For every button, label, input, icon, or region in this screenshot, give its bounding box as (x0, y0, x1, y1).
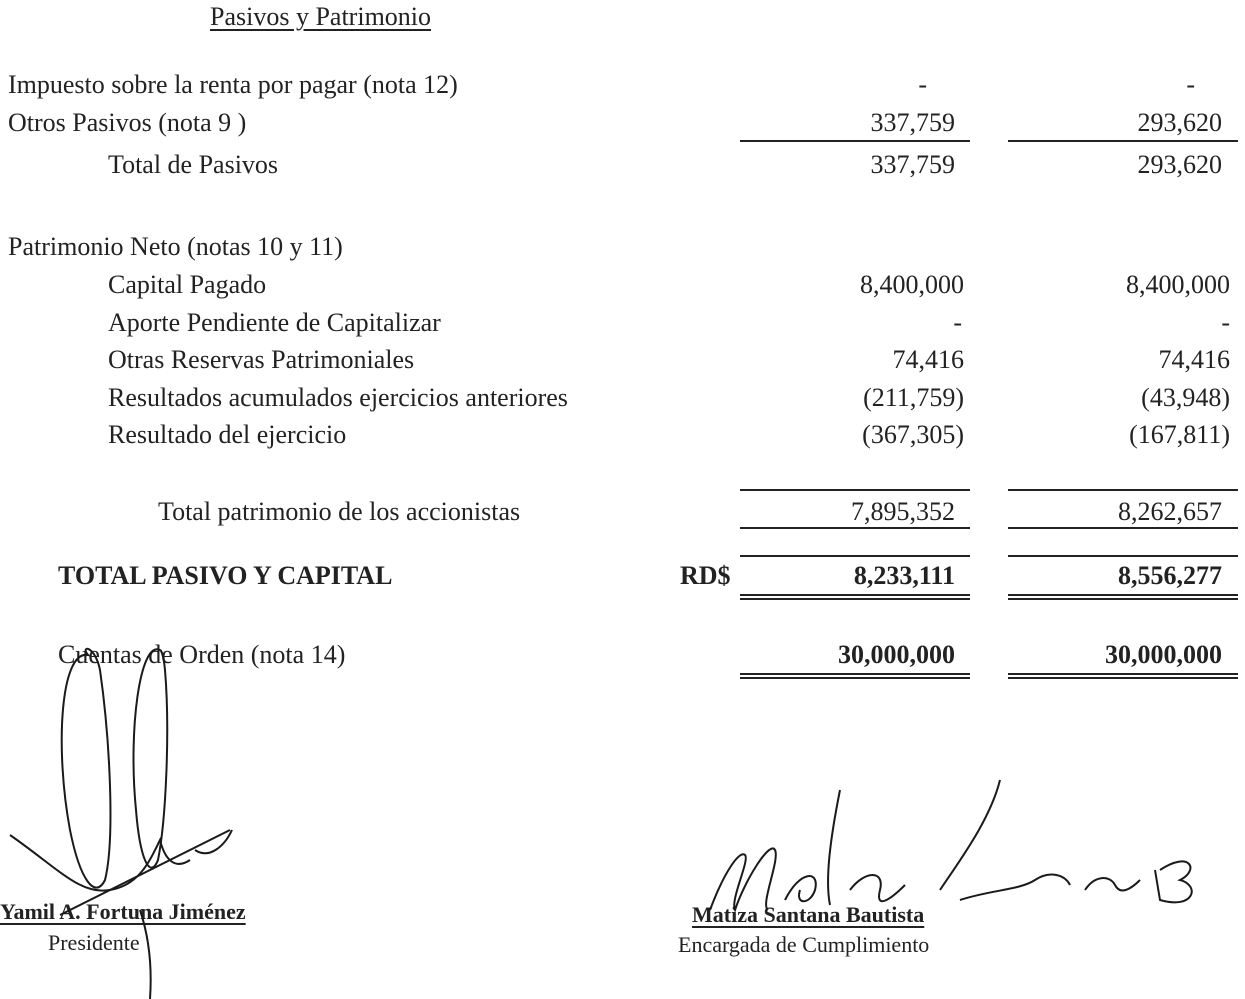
grand-total-label: TOTAL PASIVO Y CAPITAL (58, 561, 393, 590)
memo-accounts-col1: 30,000,000 (838, 640, 955, 669)
equity-rule-bottom-col1 (740, 527, 970, 529)
total-equity-col2: 8,262,657 (1118, 497, 1222, 526)
equity-row-col1: (367,305) (862, 420, 964, 449)
subtotal-rule-col2 (1008, 140, 1238, 142)
grand-total-double-rule-2-col2 (1008, 598, 1238, 600)
grand-total-double-rule-1-col1 (740, 594, 970, 596)
section-title: Pasivos y Patrimonio (210, 2, 432, 31)
equity-row-col1: 74,416 (892, 345, 964, 374)
equity-row-col2: (167,811) (1129, 420, 1230, 449)
right-signer-title: Encargada de Cumplimiento (678, 932, 930, 957)
total-liabilities-label: Total de Pasivos (108, 150, 279, 179)
total-equity-col1: 7,895,352 (851, 497, 955, 526)
memo-double-rule-1-col2 (1008, 673, 1238, 675)
memo-accounts-col2: 30,000,000 (1105, 640, 1222, 669)
equity-row-label: Aporte Pendiente de Capitalizar (108, 308, 441, 337)
equity-row-col2: (43,948) (1141, 383, 1230, 412)
grand-total-col1: 8,233,111 (853, 561, 955, 590)
right-signer-name: Matiza Santana Bautista (692, 902, 925, 927)
income-tax-col1: - (918, 70, 927, 99)
memo-double-rule-2-col2 (1008, 677, 1238, 679)
other-liabilities-col2: 293,620 (1137, 108, 1222, 137)
income-tax-label: Impuesto sobre la renta por pagar (nota 12) (8, 70, 458, 99)
total-liabilities-col2: 293,620 (1137, 150, 1222, 179)
equity-header: Patrimonio Neto (notas 10 y 11) (8, 232, 343, 261)
equity-row-col1: (211,759) (863, 383, 964, 412)
grand-total-double-rule-1-col2 (1008, 594, 1238, 596)
income-tax-col2: - (1186, 70, 1195, 99)
left-signer-title: Presidente (48, 930, 140, 955)
grand-total-rule-top-col1 (740, 555, 970, 557)
memo-accounts-label: Cuentas de Orden (nota 14) (58, 640, 346, 669)
equity-rule-top-col1 (740, 489, 970, 491)
equity-row-col1: 8,400,000 (860, 270, 964, 299)
left-signer-name: Yamil A. Fortuna Jiménez (0, 899, 246, 924)
equity-row-col1: - (953, 308, 962, 337)
other-liabilities-col1: 337,759 (870, 108, 955, 137)
other-liabilities-label: Otros Pasivos (nota 9 ) (8, 108, 247, 137)
subtotal-rule-col1 (740, 140, 970, 142)
equity-row-col2: - (1221, 308, 1230, 337)
currency-label: RD$ (680, 561, 731, 590)
total-equity-label: Total patrimonio de los accionistas (158, 497, 521, 526)
grand-total-col2: 8,556,277 (1118, 561, 1222, 590)
total-liabilities-col1: 337,759 (870, 150, 955, 179)
equity-row-label: Resultado del ejercicio (108, 420, 347, 449)
equity-row-label: Otras Reservas Patrimoniales (108, 345, 415, 374)
equity-row-label: Capital Pagado (108, 270, 267, 299)
memo-double-rule-2-col1 (740, 677, 970, 679)
equity-row-col2: 74,416 (1158, 345, 1230, 374)
grand-total-rule-top-col2 (1008, 555, 1238, 557)
memo-double-rule-1-col1 (740, 673, 970, 675)
equity-rule-top-col2 (1008, 489, 1238, 491)
grand-total-double-rule-2-col1 (740, 598, 970, 600)
equity-row-col2: 8,400,000 (1126, 270, 1230, 299)
equity-row-label: Resultados acumulados ejercicios anteriores (108, 383, 568, 412)
equity-rule-bottom-col2 (1008, 527, 1238, 529)
